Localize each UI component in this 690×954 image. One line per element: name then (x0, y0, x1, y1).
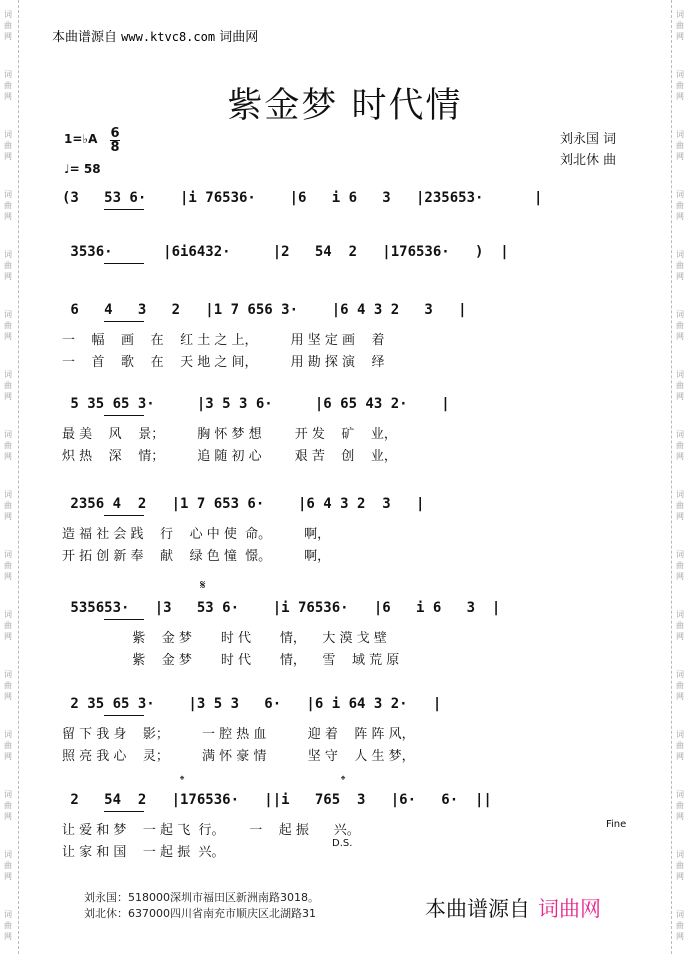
side-watermark-char: 词 (4, 70, 12, 79)
side-watermark-char: 词 (676, 430, 684, 439)
side-watermark-char: 曲 (676, 261, 684, 270)
ds-mark: D.S. (332, 838, 353, 849)
footer-address-1: 刘永国：518000深圳市福田区新洲南路3018。 (84, 891, 319, 904)
side-watermark-char: 词 (4, 490, 12, 499)
side-watermark-char: 网 (676, 392, 684, 401)
side-watermark-char: 词 (4, 130, 12, 139)
lyricist-credit: 刘永国 词 (560, 132, 617, 147)
song-title: 紫金梦 时代情 (227, 86, 463, 126)
side-watermark-char: 曲 (4, 621, 12, 630)
side-watermark-char: 网 (676, 572, 684, 581)
side-watermark-char: 曲 (4, 321, 12, 330)
side-watermark-char: 网 (4, 392, 12, 401)
side-watermark-char: 词 (4, 250, 12, 259)
side-watermark-char: 曲 (676, 801, 684, 810)
key-signature: 1=♭A (64, 132, 98, 146)
side-watermark-char: 曲 (4, 561, 12, 570)
side-watermark-char: 曲 (676, 81, 684, 90)
side-watermark-char: 网 (676, 812, 684, 821)
notes-line: 2 35 65 3· |3 5 3 6· |6 i 64 3 2· | (62, 696, 442, 712)
lyric-line: 留 下 我 身 影； 一 腔 热 血 迎 着 阵 阵 风， (62, 727, 415, 742)
side-watermark-char: 词 (676, 610, 684, 619)
side-watermark-char: 词 (4, 790, 12, 799)
side-watermark-char: 词 (676, 370, 684, 379)
fine-mark: Fine (606, 819, 627, 830)
side-watermark-char: 网 (4, 932, 12, 941)
brand-accent: 词曲网 (538, 897, 601, 921)
notes-line: 6 4 3 2 |1 7 656 3· |6 4 3 2 3 | (62, 302, 467, 318)
composer-credit: 刘北休 曲 (560, 153, 617, 168)
lyric-line: 造 福 社 会 践 行 心 中 使 命。 啊， (62, 527, 331, 542)
side-watermark-char: 网 (676, 632, 684, 641)
side-watermark-char: 网 (4, 32, 12, 41)
side-watermark-char: 网 (4, 872, 12, 881)
right-margin-strip (671, 0, 690, 954)
side-watermark-char: 曲 (4, 741, 12, 750)
side-watermark-char: 曲 (4, 21, 12, 30)
time-signature (110, 127, 120, 154)
beam-line (104, 515, 144, 516)
side-watermark-char: 网 (4, 572, 12, 581)
brand-text: 本曲谱源自 (425, 897, 530, 921)
side-watermark-char: 曲 (676, 21, 684, 30)
side-watermark-char: 网 (4, 452, 12, 461)
side-watermark-char: 网 (4, 512, 12, 521)
lyric-line: 最 美 风 景； 胸 怀 梦 想 开 发 矿 业， (62, 427, 397, 442)
side-watermark-char: 网 (676, 692, 684, 701)
coda-sign: 𝄌 (180, 773, 185, 787)
side-watermark-char: 词 (676, 130, 684, 139)
side-watermark-char: 词 (4, 10, 12, 19)
side-watermark-char: 网 (4, 272, 12, 281)
side-watermark-char: 网 (676, 932, 684, 941)
side-watermark-char: 曲 (676, 921, 684, 930)
side-watermark-char: 词 (4, 610, 12, 619)
side-watermark-char: 词 (4, 370, 12, 379)
side-watermark-char: 网 (676, 512, 684, 521)
side-watermark-char: 词 (4, 670, 12, 679)
side-watermark-char: 词 (4, 910, 12, 919)
time-signature-top: 6 (110, 126, 120, 141)
beam-line (104, 415, 144, 416)
side-watermark-char: 曲 (4, 801, 12, 810)
segno-sign: 𝄋 (200, 578, 206, 593)
site-url[interactable]: www.ktvc8.com (121, 30, 216, 44)
notes-line: 2356 4 2 |1 7 653 6· |6 4 3 2 3 | (62, 496, 425, 512)
side-watermark-char: 词 (676, 70, 684, 79)
side-watermark-char: 曲 (676, 501, 684, 510)
beam-line (104, 715, 144, 716)
lyric-line: 紫 金 梦 时 代 情， 大 漠 戈 壁 (62, 631, 387, 646)
side-watermark-char: 词 (4, 190, 12, 199)
beam-line (104, 263, 144, 264)
beam-line (104, 209, 144, 210)
side-watermark-char: 曲 (676, 741, 684, 750)
side-watermark-char: 词 (4, 550, 12, 559)
side-watermark-char: 网 (4, 812, 12, 821)
tempo-marking: ♩= 58 (64, 162, 101, 176)
side-watermark-char: 网 (4, 752, 12, 761)
side-watermark-char: 曲 (4, 681, 12, 690)
coda-sign-2: 𝄌 (341, 773, 346, 787)
side-watermark-char: 词 (4, 310, 12, 319)
footer-address-2: 刘北休：637000四川省南充市顺庆区北湖路31 (84, 907, 316, 920)
side-watermark-char: 曲 (676, 381, 684, 390)
side-watermark-char: 网 (676, 92, 684, 101)
notes-line: 5 35 65 3· |3 5 3 6· |6 65 43 2· | (62, 396, 450, 412)
lyric-line: 照 亮 我 心 灵； 满 怀 豪 情 坚 守 人 生 梦， (62, 749, 415, 764)
lyric-line: 一 幅 画 在 红 土 之 上， 用 坚 定 画 着 (62, 333, 385, 348)
side-watermark-char: 词 (676, 310, 684, 319)
side-watermark-char: 词 (676, 250, 684, 259)
side-watermark-char: 词 (4, 850, 12, 859)
side-watermark-char: 词 (676, 790, 684, 799)
lyric-line: 炽 热 深 情； 追 随 初 心 艰 苦 创 业， (62, 449, 397, 464)
side-watermark-char: 曲 (676, 861, 684, 870)
lyric-line: 让 家 和 国 一 起 振 兴。 (62, 845, 225, 860)
lyric-line: 一 首 歌 在 天 地 之 间， 用 勘 探 演 绎 (62, 355, 385, 370)
side-watermark-char: 网 (676, 452, 684, 461)
beam-line (104, 619, 144, 620)
brand-block (425, 893, 601, 923)
notes-line: 535653· |3 53 6· |i 76536· |6 i 6 3 | (62, 600, 501, 616)
lyric-line: 紫 金 梦 时 代 情， 雪 域 荒 原 (62, 653, 400, 668)
side-watermark-char: 词 (676, 190, 684, 199)
site-label: 词曲网 (219, 30, 259, 45)
side-watermark-char: 网 (676, 872, 684, 881)
side-watermark-char: 网 (676, 272, 684, 281)
side-watermark-char: 曲 (4, 921, 12, 930)
side-watermark-char: 网 (4, 92, 12, 101)
side-watermark-char: 曲 (4, 261, 12, 270)
side-watermark-char: 网 (676, 752, 684, 761)
side-watermark-char: 网 (4, 212, 12, 221)
side-watermark-char: 词 (676, 850, 684, 859)
lyric-line: 让 爱 和 梦 一 起 飞 行。 一 起 振 兴。 (62, 823, 360, 838)
notes-line: 3536· |6i6432· |2 54 2 |176536· ) | (62, 244, 509, 260)
side-watermark-char: 词 (676, 910, 684, 919)
time-signature-bottom: 8 (110, 140, 120, 155)
side-watermark-char: 曲 (4, 201, 12, 210)
side-watermark-char: 网 (676, 212, 684, 221)
side-watermark-char: 曲 (676, 441, 684, 450)
side-watermark-char: 词 (4, 430, 12, 439)
page-header (52, 26, 258, 45)
side-watermark-char: 曲 (4, 501, 12, 510)
side-watermark-char: 网 (4, 332, 12, 341)
notes-line: 2 54 2 |176536· ||i 765 3 |6· 6· || (62, 792, 492, 808)
left-margin-strip (0, 0, 19, 954)
side-watermark-char: 网 (4, 152, 12, 161)
side-watermark-char: 曲 (676, 201, 684, 210)
side-watermark-char: 曲 (676, 561, 684, 570)
side-watermark-char: 曲 (676, 141, 684, 150)
side-watermark-char: 曲 (676, 321, 684, 330)
side-watermark-char: 曲 (4, 381, 12, 390)
site-name: 本曲谱源自 (52, 30, 118, 45)
side-watermark-char: 词 (676, 10, 684, 19)
side-watermark-char: 网 (4, 692, 12, 701)
side-watermark-char: 词 (676, 670, 684, 679)
lyric-line: 开 拓 创 新 奉 献 绿 色 憧 憬。 啊， (62, 549, 331, 564)
beam-line (104, 321, 144, 322)
side-watermark-char: 词 (676, 490, 684, 499)
side-watermark-char: 词 (4, 730, 12, 739)
side-watermark-char: 词 (676, 730, 684, 739)
side-watermark-char: 曲 (4, 441, 12, 450)
side-watermark-char: 曲 (4, 141, 12, 150)
side-watermark-char: 网 (4, 632, 12, 641)
beam-line (104, 811, 144, 812)
side-watermark-char: 曲 (676, 681, 684, 690)
side-watermark-char: 曲 (676, 621, 684, 630)
side-watermark-char: 网 (676, 32, 684, 41)
side-watermark-char: 网 (676, 332, 684, 341)
side-watermark-char: 曲 (4, 861, 12, 870)
notes-line: (3 53 6· |i 76536· |6 i 6 3 |235653· | (62, 190, 543, 206)
side-watermark-char: 词 (676, 550, 684, 559)
side-watermark-char: 网 (676, 152, 684, 161)
side-watermark-char: 曲 (4, 81, 12, 90)
